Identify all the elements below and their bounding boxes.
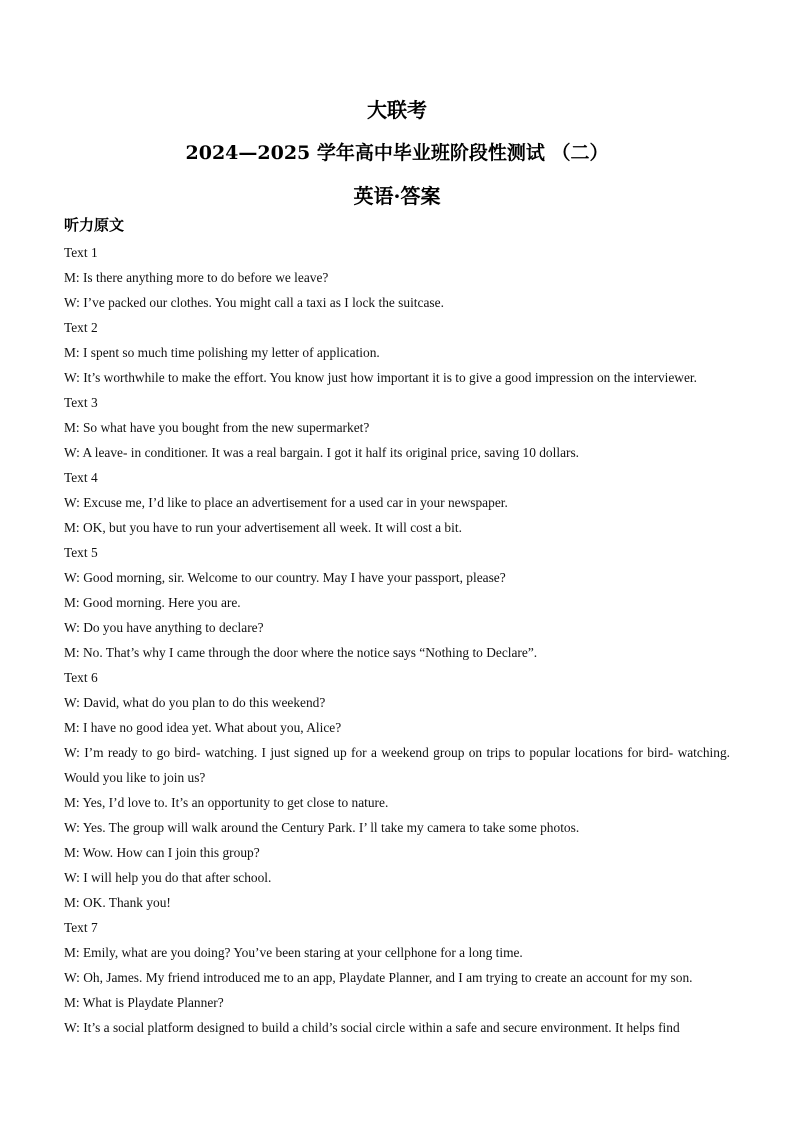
dialogue-line: M: I spent so much time polishing my letter of application. — [64, 345, 380, 360]
exam-subtitle: 2024—2025 学年高中毕业班阶段性测试 （二） — [185, 142, 609, 164]
dialogue-line: W: It’s a social platform designed to build a child’s social circle within a safe and secure environment. It helps find — [64, 1020, 680, 1035]
dialogue-line: W: Good morning, sir. Welcome to our country. May I have your passport, please? — [64, 570, 506, 585]
dialogue-line: M: Good morning. Here you are. — [64, 595, 241, 610]
text-label: Text 2 — [64, 320, 98, 335]
text-label: Text 3 — [64, 395, 98, 410]
dialogue-line: W: I’m ready to go bird- watching. I just signed up for a weekend group on trips to popular locations for bird- watching. Would you like to join us? — [64, 745, 730, 785]
dialogue-line: M: What is Playdate Planner? — [64, 995, 224, 1010]
text-label: Text 5 — [64, 545, 98, 560]
dialogue-line: M: OK, but you have to run your advertisement all week. It will cost a bit. — [64, 520, 462, 535]
dialogue-line: M: I have no good idea yet. What about you, Alice? — [64, 720, 342, 735]
dialogue-line: M: Wow. How can I join this group? — [64, 845, 260, 860]
dialogue-line: W: I will help you do that after school. — [64, 870, 272, 885]
dialogue-line: W: Do you have anything to declare? — [64, 620, 264, 635]
section-heading: 听力原文 — [64, 216, 125, 234]
dialogue-line: W: Excuse me, I’d like to place an advertisement for a used car in your newspaper. — [64, 495, 508, 510]
dialogue-line: M: So what have you bought from the new supermarket? — [64, 420, 370, 435]
dialogue-line: W: Yes. The group will walk around the Century Park. I’ ll take my camera to take some photos. — [64, 820, 580, 835]
dialogue-line: W: I’ve packed our clothes. You might call a taxi as I lock the suitcase. — [64, 295, 444, 310]
text-label: Text 1 — [64, 245, 98, 260]
dialogue-line: M: Yes, I’d love to. It’s an opportunity to get close to nature. — [64, 795, 389, 810]
dialogue-line: M: Is there anything more to do before we leave? — [64, 270, 329, 285]
dialogue-line: W: A leave- in conditioner. It was a real bargain. I got it half its original price, saving 10 dollars. — [64, 445, 580, 460]
transcript-body — [64, 240, 730, 1040]
text-label: Text 7 — [64, 920, 98, 935]
dialogue-line: M: Emily, what are you doing? You’ve been staring at your cellphone for a long time. — [64, 945, 523, 960]
dialogue-line: M: OK. Thank you! — [64, 895, 171, 910]
dialogue-line: W: It’s worthwhile to make the effort. You know just how important it is to give a good impression on the interviewer. — [64, 370, 697, 385]
text-label: Text 6 — [64, 670, 98, 685]
answer-title: 英语·答案 — [353, 184, 441, 208]
dialogue-line: W: David, what do you plan to do this weekend? — [64, 695, 326, 710]
dialogue-line: W: Oh, James. My friend introduced me to an app, Playdate Planner, and I am trying to create an account for my son. — [64, 970, 693, 985]
text-label: Text 4 — [64, 470, 98, 485]
exam-title: 大联考 — [367, 98, 427, 122]
dialogue-line: M: No. That’s why I came through the door where the notice says “Nothing to Declare”. — [64, 645, 538, 660]
